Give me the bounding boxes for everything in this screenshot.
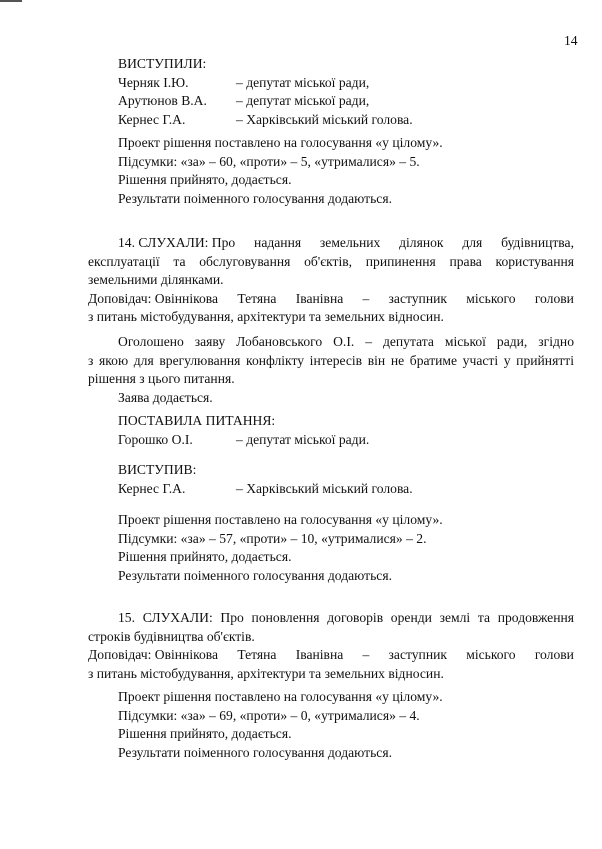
speaker-row <box>118 111 588 130</box>
reporter-word: – <box>362 290 370 306</box>
statement-line4: Заява додається. <box>118 389 213 405</box>
speaker-role: – Харківський міський голова. <box>236 111 413 127</box>
speaker-role: – Харківський міський голова. <box>236 480 413 496</box>
item-14-reporter-line2: з питань містобудування, архітектури та земельних відносин. <box>88 309 444 325</box>
page-number: 14 <box>564 33 578 48</box>
item-14-word: для <box>462 235 483 250</box>
statement-line2: з якою для врегулювання конфлікту інтересів він не братиме участі у прийнятті <box>88 352 574 368</box>
reporter-word: Тетяна <box>237 290 277 306</box>
speaker-name: Кернес Г.А. <box>118 480 186 496</box>
item-14-word: 14. СЛУХАЛИ: Про <box>118 235 236 250</box>
item-14-word: будівництва, <box>501 235 574 250</box>
roll-call-line: Результати поіменного голосування додаються. <box>118 744 392 760</box>
speaker-name: Черняк І.Ю. <box>118 74 189 90</box>
reporter-word: Іванівна <box>295 647 344 663</box>
item-14-line3: земельними ділянками. <box>88 272 224 288</box>
item-15-reporter-line2: з питань містобудування, архітектури та земельних відносин. <box>88 665 444 681</box>
vote-line: Проект рішення поставлено на голосування «у цілому». <box>118 512 443 527</box>
vote-block-15 <box>118 688 588 762</box>
vote-block-a <box>118 134 588 208</box>
item-15-line2: строків будівництва об'єктів. <box>88 628 255 644</box>
speaker-role: – депутат міської ради. <box>236 431 370 447</box>
vote-results: Підсумки: «за» – 57, «проти» – 10, «утрималися» – 2. <box>118 530 427 546</box>
speakers-heading: ВИСТУПИЛИ: <box>118 56 207 71</box>
item-14-heard <box>88 234 574 327</box>
item-14-word: ділянок <box>399 235 444 250</box>
item-14-statement <box>88 333 574 407</box>
speaker-name: Арутюнов В.А. <box>118 93 207 109</box>
reporter-word: Доповідач: Овіннікова <box>88 647 219 663</box>
reporter-word: заступник <box>388 647 447 663</box>
item-14-line1 <box>88 234 574 253</box>
speaker-row <box>118 92 588 111</box>
speaker-row <box>118 74 588 93</box>
raised-question-block <box>118 412 588 449</box>
raised-heading: ПОСТАВИЛА ПИТАННЯ: <box>118 413 276 428</box>
reporter-word: Доповідач: Овіннікова <box>88 290 219 306</box>
item-14-line2: експлуатації та обслуговування об'єктів, припинення права користування <box>88 253 574 269</box>
vote-results: Підсумки: «за» – 60, «проти» – 5, «утрималися» – 5. <box>118 153 420 169</box>
reporter-word: міського <box>466 647 516 663</box>
item-15-line1: 15. СЛУХАЛИ: Про поновлення договорів оренди землі та продовження <box>118 610 574 625</box>
speaker-role: – депутат міської ради, <box>236 93 370 109</box>
reporter-word: Тетяна <box>237 647 277 663</box>
reporter-word: міського <box>466 290 516 306</box>
roll-call-line: Результати поіменного голосування додаються. <box>118 567 392 583</box>
statement-line1: Оголошено заяву Лобановського О.І. – депутата міської ради, згідно <box>118 334 574 349</box>
reporter-word: голови <box>534 290 574 306</box>
statement-line3: рішення з цього питання. <box>88 371 235 387</box>
item-14-reporter <box>88 290 574 309</box>
item-14-word: надання <box>254 235 302 250</box>
vote-line: Проект рішення поставлено на голосування «у цілому». <box>118 689 443 704</box>
spoke-heading: ВИСТУПИВ: <box>118 462 197 477</box>
decision-line: Рішення прийнято, додається. <box>118 172 292 188</box>
reporter-word: голови <box>534 647 574 663</box>
spoke-block <box>118 461 588 498</box>
vote-line: Проект рішення поставлено на голосування «у цілому». <box>118 135 443 150</box>
speakers-block <box>118 55 588 129</box>
reporter-word: – <box>362 647 370 663</box>
reporter-word: заступник <box>388 290 447 306</box>
item-15-heard <box>88 609 574 683</box>
speaker-role: – депутат міської ради, <box>236 74 370 90</box>
decision-line: Рішення прийнято, додається. <box>118 549 292 565</box>
scan-corner-mark <box>0 0 22 2</box>
decision-line: Рішення прийнято, додається. <box>118 726 292 742</box>
reporter-word: Іванівна <box>295 290 344 306</box>
speaker-name: Кернес Г.А. <box>118 111 186 127</box>
speaker-name: Горошко О.І. <box>118 431 193 447</box>
item-14-word: земельних <box>319 235 381 250</box>
item-15-reporter <box>88 646 574 665</box>
vote-results: Підсумки: «за» – 69, «проти» – 0, «утрималися» – 4. <box>118 707 420 723</box>
roll-call-line: Результати поіменного голосування додаються. <box>118 190 392 206</box>
vote-block-14 <box>118 511 588 585</box>
